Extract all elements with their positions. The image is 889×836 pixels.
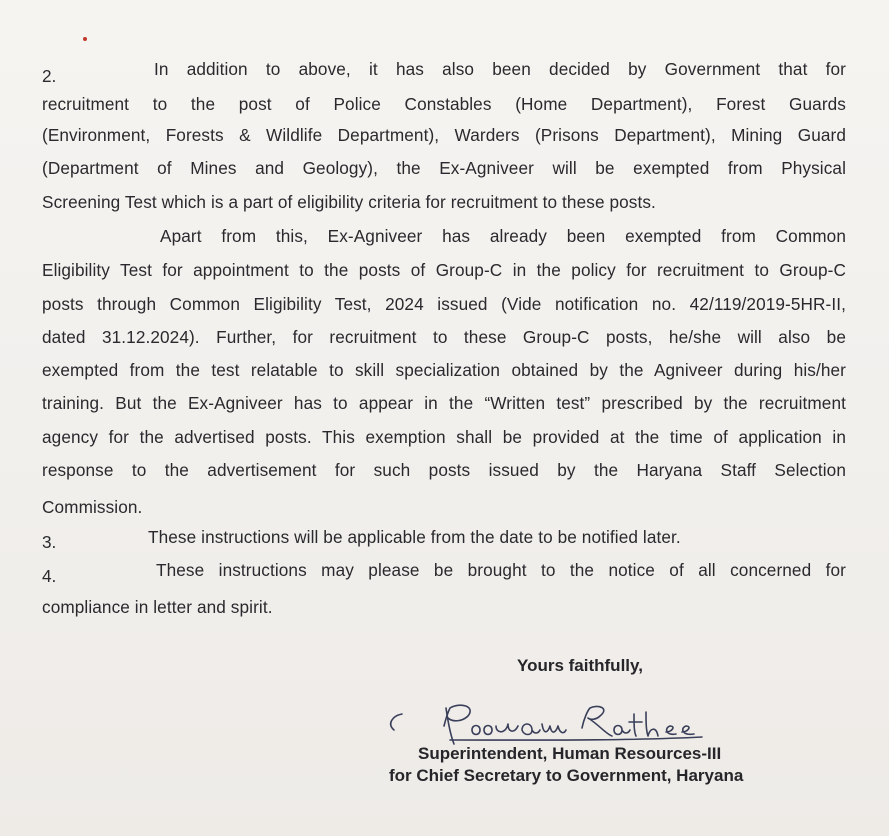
para2b-line-6: training. But the Ex-Agniveer has to appear in the “Written test” prescribed by the recruitment <box>42 393 846 413</box>
para2b-line-9: Commission. <box>42 497 143 517</box>
para2-line-5: Screening Test which is a part of eligibility criteria for recruitment to these posts. <box>42 192 656 212</box>
para4-number: 4. <box>42 566 57 586</box>
ink-mark <box>83 37 87 41</box>
para2b-line-3: posts through Common Eligibility Test, 2024 issued (Vide notification no. 42/119/2019-5HR-II, <box>42 294 846 314</box>
para2-number: 2. <box>42 66 57 86</box>
para3-text: These instructions will be applicable from the date to be notified later. <box>148 527 681 547</box>
para2b-line-7: agency for the advertised posts. This exemption shall be provided at the time of application in <box>42 427 846 447</box>
para2b-line-4: dated 31.12.2024). Further, for recruitment to these Group-C posts, he/she will also be <box>42 327 846 347</box>
office: for Chief Secretary to Government, Haryana <box>389 766 744 785</box>
signature-image <box>384 700 714 750</box>
para4-line-2: compliance in letter and spirit. <box>42 597 273 617</box>
para2-line-1: In addition to above, it has also been decided by Government that for <box>154 59 846 79</box>
para2-line-2: recruitment to the post of Police Constables (Home Department), Forest Guards <box>42 94 846 114</box>
para2b-line-8: response to the advertisement for such posts issued by the Haryana Staff Selection <box>42 460 846 480</box>
salutation: Yours faithfully, <box>517 656 643 675</box>
para2-line-3: (Environment, Forests & Wildlife Department), Warders (Prisons Department), Mining Guard <box>42 125 846 145</box>
para2b-line-2: Eligibility Test for appointment to the posts of Group-C in the policy for recruitment to Group-C <box>42 260 846 280</box>
para2b-line-1: Apart from this, Ex-Agniveer has already been exempted from Common <box>160 226 846 246</box>
para4-line-1: These instructions may please be brought to the notice of all concerned for <box>156 560 846 580</box>
designation: Superintendent, Human Resources-III <box>418 744 722 763</box>
para2b-line-5: exempted from the test relatable to skill specialization obtained by the Agniveer during his/her <box>42 360 846 380</box>
para3-number: 3. <box>42 532 57 552</box>
para2-line-4: (Department of Mines and Geology), the Ex-Agniveer will be exempted from Physical <box>42 158 846 178</box>
